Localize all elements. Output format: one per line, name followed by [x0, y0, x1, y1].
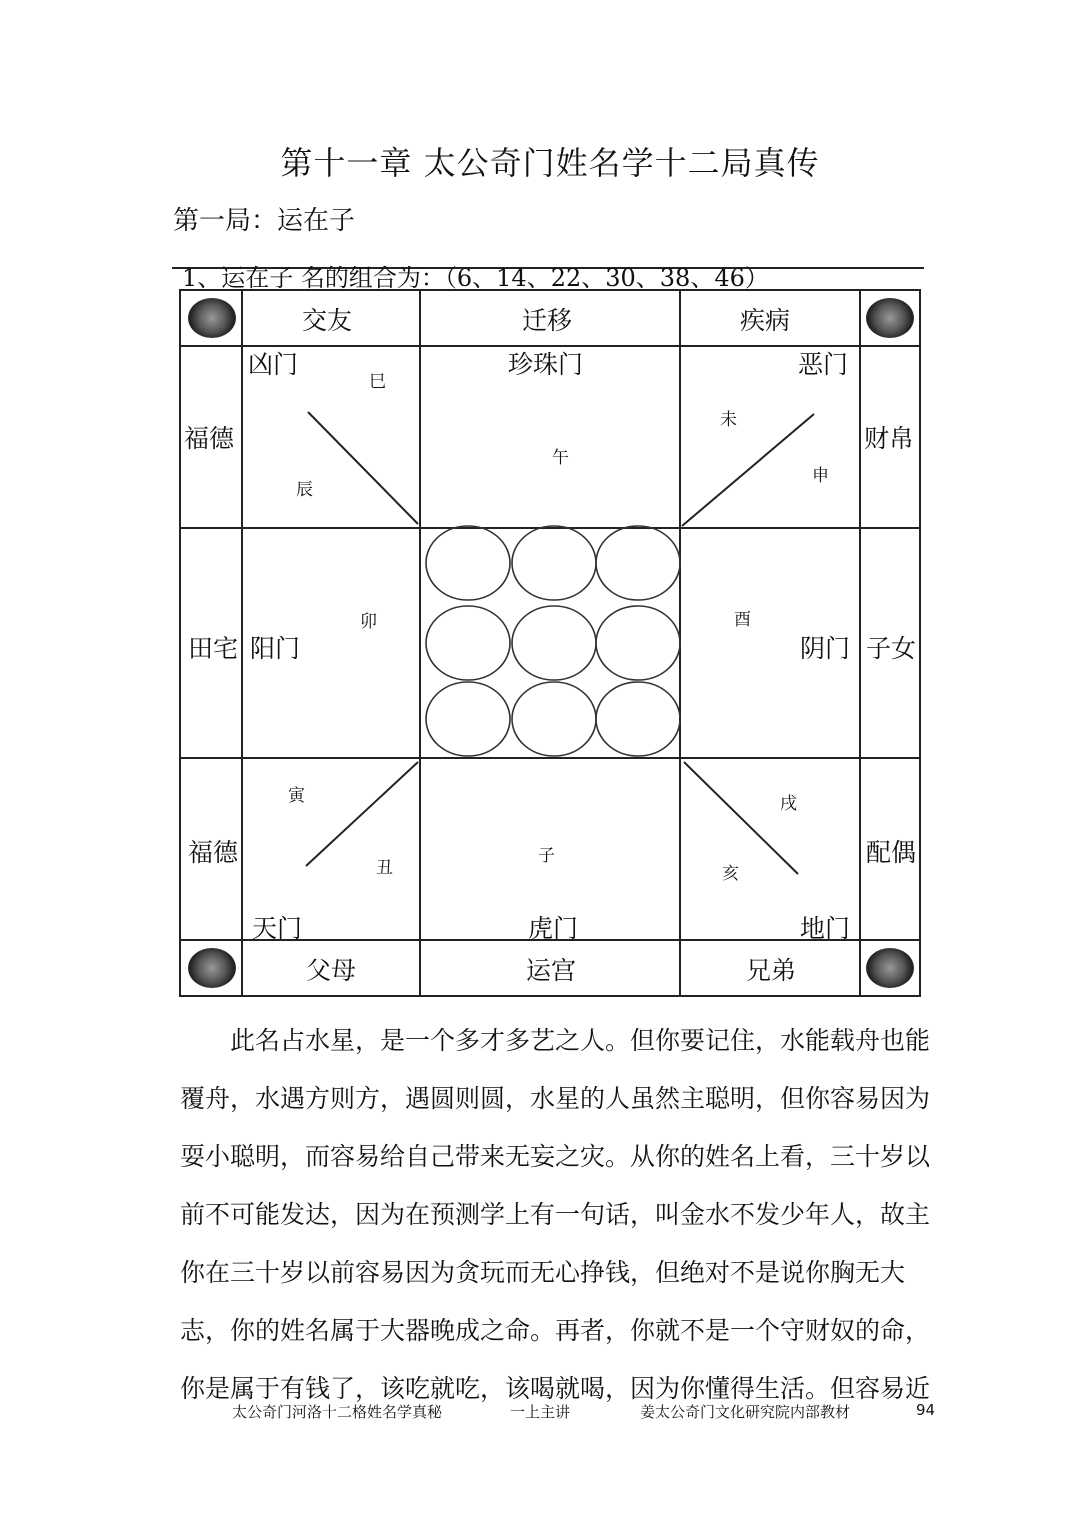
paragraph-line: 志，你的姓名属于大器晚成之命。再者，你就不是一个守财奴的命，	[180, 1316, 931, 1345]
paragraph-line: 你是属于有钱了，该吃就吃，该喝就喝，因为你懂得生活。但容易近	[180, 1374, 931, 1403]
palace-top-1: 交友	[302, 306, 353, 335]
palace-right-1: 财帛	[864, 424, 915, 453]
paragraph-line: 耍小聪明，而容易给自己带来无妄之灾。从你的姓名上看，三十岁以	[180, 1142, 931, 1171]
branch-hai: 亥	[722, 864, 739, 884]
paragraph-line: 此名占水星，是一个多才多艺之人。但你要记住，水能载舟也能	[230, 1026, 931, 1055]
branch-xu: 戌	[780, 794, 797, 814]
palace-left-2: 田宅	[188, 634, 239, 663]
palace-right-2: 子女	[866, 634, 917, 663]
branch-zi: 子	[538, 846, 555, 866]
branch-shen: 申	[812, 466, 829, 486]
section-subtitle: 第一局：运在子	[173, 206, 356, 236]
palace-bottom-2: 运宫	[526, 956, 577, 985]
gate-xiong: 凶门	[248, 350, 299, 379]
palace-top-3: 疾病	[740, 306, 791, 335]
footer-page-number: 94	[916, 1401, 936, 1419]
footer-lecturer: 一上主讲	[510, 1403, 571, 1421]
paragraph-line: 覆舟，水遇方则方，遇圆则圆，水星的人虽然主聪明，但你容易因为	[180, 1084, 931, 1113]
gate-zhenzhu: 珍珠门	[508, 350, 584, 379]
gate-e: 恶门	[798, 350, 849, 379]
qimen-chart	[172, 260, 924, 1000]
body-paragraph	[180, 1020, 936, 1426]
palace-bottom-1: 父母	[306, 956, 357, 985]
page-title: 第十一章 太公奇门姓名学十二局真传	[280, 144, 820, 182]
palace-left-1: 福德	[184, 424, 235, 453]
corner-seal-bottom-left	[188, 948, 236, 988]
branch-si: 巳	[369, 372, 386, 392]
branch-chen: 辰	[296, 480, 313, 500]
branch-wu: 午	[552, 448, 569, 468]
gate-hu: 虎门	[528, 914, 579, 943]
palace-bottom-3: 兄弟	[746, 956, 797, 985]
palace-left-3: 福德	[188, 838, 239, 867]
gate-yang: 阳门	[250, 634, 301, 663]
corner-seal-top-left	[188, 298, 236, 338]
chart-caption: 1、运在子 名的组合为：（6、14、22、30、38、46）	[182, 264, 769, 292]
palace-top-2: 迁移	[522, 306, 573, 335]
branch-chou: 丑	[376, 858, 393, 878]
branch-yin: 寅	[288, 786, 305, 806]
gate-yin: 阴门	[800, 634, 851, 663]
gate-tian: 天门	[252, 914, 303, 943]
footer-publisher: 姜太公奇门文化研究院内部教材	[640, 1403, 851, 1421]
palace-right-3: 配偶	[866, 838, 917, 867]
corner-seal-top-right	[866, 298, 914, 338]
corner-seal-bottom-right	[866, 948, 914, 988]
gate-di: 地门	[800, 914, 851, 943]
branch-wei: 未	[720, 410, 737, 430]
branch-you: 酉	[734, 610, 751, 630]
footer-book-title: 太公奇门河洛十二格姓名学真秘	[232, 1403, 443, 1421]
paragraph-line: 你在三十岁以前容易因为贪玩而无心挣钱，但绝对不是说你胸无大	[180, 1258, 906, 1287]
paragraph-line: 前不可能发达，因为在预测学上有一句话，叫金水不发少年人，故主	[180, 1200, 931, 1229]
branch-mao: 卯	[360, 612, 377, 632]
